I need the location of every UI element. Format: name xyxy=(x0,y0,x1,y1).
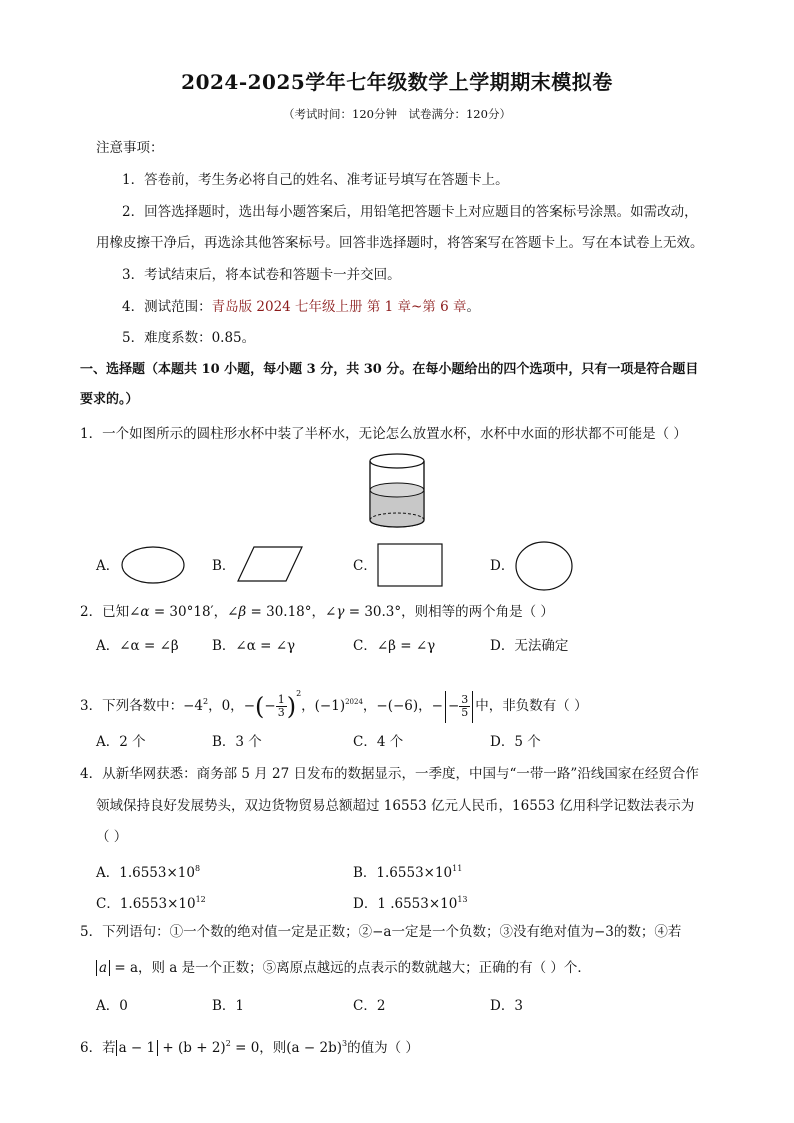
question-6-stem xyxy=(80,1034,419,1058)
beta-symbol: β xyxy=(238,604,247,620)
question-2-stem xyxy=(80,602,554,622)
term-neg1-power xyxy=(315,698,363,714)
question-3-stem xyxy=(80,674,588,727)
fraction-numerator: 3 xyxy=(461,693,469,706)
q3-prefix: 3．下列各数中： xyxy=(80,698,184,714)
option-c-base: C．1.6553×10 xyxy=(96,896,196,912)
question-3-option-c[interactable]: C．4 个 xyxy=(353,734,404,750)
question-3-option-a[interactable]: A．2 个 xyxy=(96,734,146,750)
term1-base: −4 xyxy=(183,698,203,714)
test-range: 青岛版 2024 七年级上册 第 1 章~第 6 章 xyxy=(211,299,467,315)
question-4-option-c[interactable] xyxy=(96,890,206,914)
option-a-exponent: 8 xyxy=(194,864,201,873)
q3-suffix: 中，非负数有（ ） xyxy=(475,698,588,714)
notice-item-4 xyxy=(122,297,480,317)
q2-eq2: = 30.18°，∠ xyxy=(246,604,337,620)
notice-heading: 注意事项： xyxy=(96,140,164,156)
q3-sep3: ，−(−6)，− xyxy=(362,698,443,714)
section-1-heading-cont: 要求的。） xyxy=(80,392,139,407)
notice-item-4-suffix: 。 xyxy=(466,299,480,315)
question-1-stem: 1．一个如图所示的圆柱形水杯中装了半杯水，无论怎么放置水杯，水杯中水面的形状都不可能是（ ） xyxy=(80,426,687,442)
option-c-rectangle-figure[interactable] xyxy=(376,542,446,588)
fraction-1-3 xyxy=(276,694,287,719)
q6-prefix: 6．若 xyxy=(80,1040,116,1056)
alpha-symbol: α xyxy=(140,604,150,620)
page-title: 2024-2025学年七年级数学上学期期末模拟卷 xyxy=(181,70,613,94)
question-5-option-c[interactable]: C．2 xyxy=(353,998,386,1014)
notice-item-2-line-2: 用橡皮擦干净后，再选涂其他答案标号。回答非选择题时，将答案写在答题卡上。写在本试卷上无效。 xyxy=(96,235,704,251)
question-1-option-c-label[interactable]: C． xyxy=(353,558,377,574)
inner-minus: − xyxy=(264,698,276,714)
question-4-stem-line-2: 领域保持良好发展势头，双边货物贸易总额超过 16553 亿元人民币，16553 亿用科学记数法表示为 xyxy=(96,798,695,814)
q6-middle: + (b + 2) xyxy=(158,1040,226,1056)
question-5-stem-line-2 xyxy=(96,958,591,978)
abs-a-content: a xyxy=(99,960,108,976)
option-b-base: B．1.6553×10 xyxy=(353,865,453,881)
option-d-base: D．1 .6553×10 xyxy=(353,896,458,912)
question-4-answer-blank: （ ） xyxy=(96,829,128,845)
question-2-option-a[interactable]: A．∠α = ∠β xyxy=(96,638,179,654)
fraction-3-5 xyxy=(459,694,470,719)
question-1-option-a-label[interactable]: A． xyxy=(96,558,120,574)
option-a-ellipse-figure[interactable] xyxy=(120,544,186,586)
abs-a-minus-1-content: a − 1 xyxy=(118,1040,156,1056)
question-3-option-d[interactable]: D．5 个 xyxy=(490,734,541,750)
term-abs-fraction xyxy=(443,693,475,719)
q6-exponent-1: 2 xyxy=(225,1039,231,1048)
question-5-option-d[interactable]: D．3 xyxy=(490,998,523,1014)
neg-sign: − xyxy=(243,698,255,714)
section-1-heading: 一、选择题（本题共 10 小题，每小题 3 分，共 30 分。在每小题给出的四个选项中，只有一项是符合题目 xyxy=(80,362,699,377)
q6-exponent-2: 3 xyxy=(342,1039,348,1048)
q3-sep1: ，0， xyxy=(208,698,244,714)
q2-eq3: = 30.3°，则相等的两个角是（ ） xyxy=(344,604,554,620)
q6-equals: = 0，则 xyxy=(230,1040,287,1056)
option-b-exponent: 11 xyxy=(452,864,463,873)
question-3-option-b[interactable]: B．3 个 xyxy=(212,734,262,750)
term-neg-4-squared xyxy=(183,698,208,714)
question-4-stem-line-1: 4．从新华网获悉：商务部 5 月 27 日发布的数据显示，一季度，中国与“一带一路”沿线国家在经贸合作 xyxy=(80,766,699,782)
question-2-option-b[interactable]: B．∠α = ∠γ xyxy=(212,638,296,654)
notice-item-2-line-1: 2．回答选择题时，选出每小题答案后，用铅笔把答题卡上对应题目的答案标号涂黑。如需改动， xyxy=(122,204,698,220)
option-c-exponent: 12 xyxy=(195,895,206,904)
q2-stem-start: 2．已知∠ xyxy=(80,604,141,620)
notice-item-4-prefix: 4．测试范围： xyxy=(122,299,212,315)
gamma-symbol: γ xyxy=(336,604,345,620)
term-neg-fraction-squared: −(− $\frac{1}{3}$ )$^2$ xyxy=(243,689,302,721)
question-5-option-a[interactable]: A．0 xyxy=(96,998,128,1014)
option-d-circle-figure[interactable] xyxy=(514,540,576,592)
q6-paren: (a − 2b) xyxy=(286,1040,342,1056)
question-4-option-b[interactable] xyxy=(353,859,462,883)
term2-exponent: 2 xyxy=(296,689,302,698)
term1-exponent: 2 xyxy=(203,697,209,706)
notice-item-5: 5．难度系数：0.85。 xyxy=(122,330,256,346)
fraction-denominator: 3 xyxy=(277,706,285,719)
q3-sep2: ， xyxy=(301,698,315,714)
fraction-denominator: 5 xyxy=(461,706,469,719)
question-4-option-d[interactable] xyxy=(353,890,468,914)
abs-inner-minus: − xyxy=(447,698,460,714)
fraction-numerator: 1 xyxy=(277,693,285,706)
question-1-option-d-label[interactable]: D． xyxy=(490,558,515,574)
abs-a xyxy=(96,960,110,976)
question-4-option-a[interactable] xyxy=(96,859,200,883)
cylinder-cup-figure xyxy=(364,450,430,534)
option-b-parallelogram-figure[interactable] xyxy=(236,544,306,584)
option-a-base: A．1.6553×10 xyxy=(96,865,195,881)
question-2-option-c[interactable]: C．∠β = ∠γ xyxy=(353,638,436,654)
q6-suffix: 的值为（ ） xyxy=(347,1040,419,1056)
abs-a-minus-1 xyxy=(116,1040,159,1056)
q2-eq1: = 30°18′，∠ xyxy=(149,604,239,620)
exam-info: （考试时间：120分钟 试卷满分：120分） xyxy=(283,107,511,121)
option-d-exponent: 13 xyxy=(457,895,468,904)
notice-item-1: 1．答卷前，考生务必将自己的姓名、准考证号填写在答题卡上。 xyxy=(122,172,509,188)
q5-line2-rest: = a，则 a 是一个正数；⑤离原点越远的点表示的数就越大；正确的有（ ）个． xyxy=(110,960,591,976)
term3-base: (−1) xyxy=(314,698,346,714)
question-5-stem-line-1: 5．下列语句：①一个数的绝对值一定是正数；②−a一定是一个负数；③没有绝对值为−3的数；④若 xyxy=(80,924,682,940)
notice-item-3: 3．考试结束后，将本试卷和答题卡一并交回。 xyxy=(122,267,401,283)
question-1-option-b-label[interactable]: B． xyxy=(212,558,236,574)
term3-exponent: 2024 xyxy=(345,698,363,706)
question-5-option-b[interactable]: B．1 xyxy=(212,998,245,1014)
question-2-option-d[interactable]: D．无法确定 xyxy=(490,638,569,654)
